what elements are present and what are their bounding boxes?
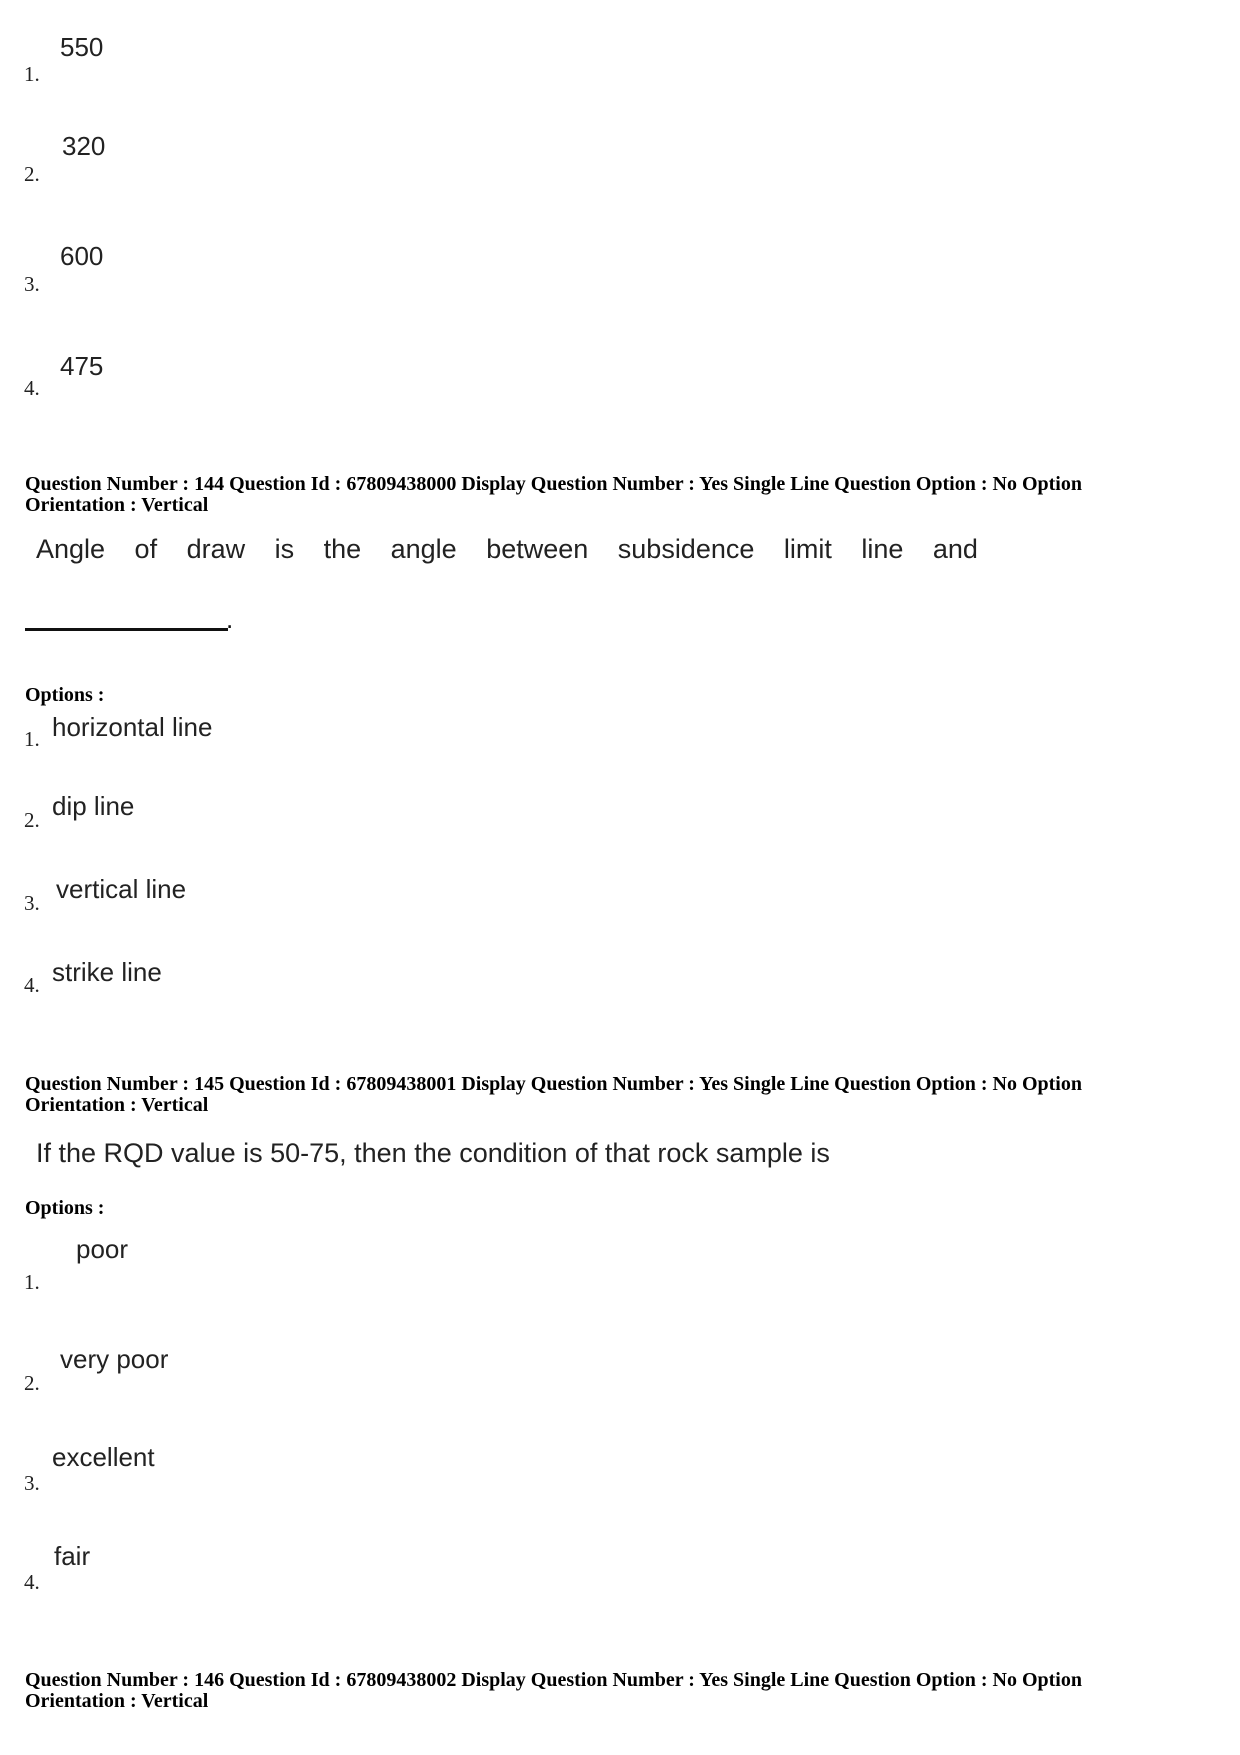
q145-option-4-number: 4. xyxy=(24,1570,40,1594)
q144-option-2-text: dip line xyxy=(52,791,135,821)
q145-meta-line2: Orientation : Vertical xyxy=(25,1094,209,1116)
q144-meta-line1: Question Number : 144 Question Id : 67809438000 Display Question Number : Yes Single Line Question Option : No Option xyxy=(25,473,1082,495)
q144-option-4-number: 4. xyxy=(24,973,40,997)
q144-option-3-text: vertical line xyxy=(56,874,187,904)
q144-option-1-text: horizontal line xyxy=(52,712,213,742)
prev-option-1-number: 1. xyxy=(24,62,40,86)
q144-option-2-number: 2. xyxy=(24,808,40,832)
q146-meta xyxy=(25,1670,1225,1712)
q144-answer-blank xyxy=(25,628,228,631)
prev-option-4-text: 475 xyxy=(60,351,104,381)
q145-meta xyxy=(25,1074,1225,1116)
prev-option-2-number: 2. xyxy=(24,162,40,186)
q144-option-1-number: 1. xyxy=(24,727,40,751)
q146-meta-line1: Question Number : 146 Question Id : 67809438002 Display Question Number : Yes Single Line Question Option : No Option xyxy=(25,1669,1082,1691)
q145-options-label: Options : xyxy=(25,1197,105,1219)
q145-option-1-text: poor xyxy=(76,1234,129,1264)
q144-question-end: . xyxy=(226,604,234,634)
q145-option-3-number: 3. xyxy=(24,1471,40,1495)
q145-option-4-text: fair xyxy=(54,1541,91,1571)
q145-option-2-text: very poor xyxy=(60,1344,169,1374)
prev-option-2-text: 320 xyxy=(62,131,106,161)
q144-meta xyxy=(25,474,1225,516)
q145-option-3-text: excellent xyxy=(52,1442,155,1472)
q144-meta-line2: Orientation : Vertical xyxy=(25,494,209,516)
q144-option-4-text: strike line xyxy=(52,957,162,987)
q145-option-2-number: 2. xyxy=(24,1371,40,1395)
q145-option-1-number: 1. xyxy=(24,1270,40,1294)
q144-question-text: Angle of draw is the angle between subsidence limit line and xyxy=(36,534,978,564)
prev-option-3-number: 3. xyxy=(24,272,40,296)
prev-option-4-number: 4. xyxy=(24,376,40,400)
q145-question-text: If the RQD value is 50-75, then the condition of that rock sample is xyxy=(36,1138,830,1168)
q144-options-label: Options : xyxy=(25,684,105,706)
q146-meta-line2: Orientation : Vertical xyxy=(25,1690,209,1712)
q144-option-3-number: 3. xyxy=(24,891,40,915)
q145-meta-line1: Question Number : 145 Question Id : 67809438001 Display Question Number : Yes Single Line Question Option : No Option xyxy=(25,1073,1082,1095)
prev-option-3-text: 600 xyxy=(60,241,104,271)
prev-option-1-text: 550 xyxy=(60,32,104,62)
